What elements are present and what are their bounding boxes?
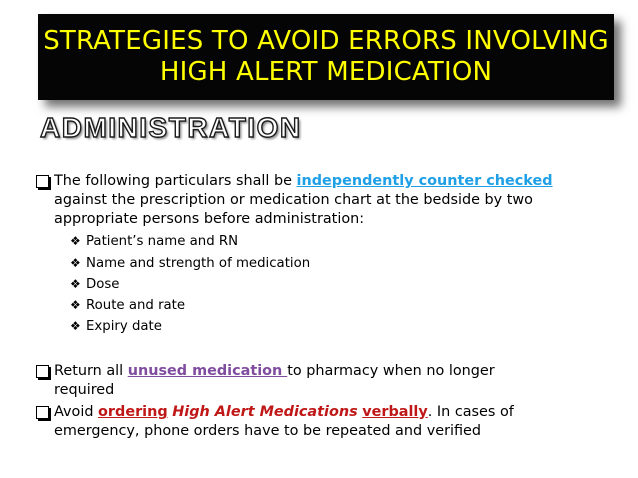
bullet-text: Return all	[54, 363, 128, 379]
bullet-line-2: emergency, phone orders have to be repeated and verified	[54, 423, 482, 439]
checklist-item-label: Patient’s name and RN	[86, 234, 239, 249]
checklist-item	[70, 231, 238, 252]
unused-medication-link[interactable]: unused medication	[127, 363, 288, 379]
checklist-item	[70, 274, 119, 295]
checklist-item	[70, 295, 185, 316]
bullet-text: . In cases of	[427, 404, 514, 420]
verbally-link[interactable]: verbally	[362, 404, 428, 420]
checklist-item-label: Route and rate	[86, 298, 186, 313]
diamond-bullet-icon: ❖	[70, 256, 81, 270]
checklist-item-label: Name and strength of medication	[86, 256, 311, 271]
diamond-bullet-icon: ❖	[70, 298, 81, 312]
checkbox-bullet-icon	[36, 365, 49, 378]
diamond-bullet-icon: ❖	[70, 277, 81, 291]
bullet-line	[54, 362, 495, 381]
checklist-item	[70, 253, 310, 274]
bullet-text: The following particulars shall be	[54, 173, 297, 189]
bullet-line	[54, 403, 514, 422]
checklist-item	[70, 316, 162, 337]
bullet-line-2: against the prescription or medication chart at the bedside by two	[54, 192, 533, 208]
diamond-bullet-icon: ❖	[70, 234, 81, 248]
independently-counter-checked-link[interactable]: independently counter checked	[296, 173, 553, 189]
checklist-item-label: Expiry date	[86, 319, 162, 334]
bullet-line	[54, 172, 553, 191]
title-line-2: HIGH ALERT MEDICATION	[159, 57, 493, 87]
title-line-1: STRATEGIES TO AVOID ERRORS INVOLVING	[43, 26, 609, 56]
checklist-item-label: Dose	[86, 277, 120, 292]
section-heading: ADMINISTRATION	[40, 112, 302, 143]
bullet-text: to pharmacy when no longer	[287, 363, 495, 379]
diamond-bullet-icon: ❖	[70, 319, 81, 333]
bullet-line-2: required	[54, 382, 115, 398]
high-alert-medications-emphasis: High Alert Medications	[172, 404, 358, 420]
ordering-link[interactable]: ordering	[98, 404, 168, 420]
bullet-line-3: appropriate persons before administration:	[54, 211, 365, 227]
checkbox-bullet-icon	[36, 175, 49, 188]
bullet-text: Avoid	[54, 404, 99, 420]
checkbox-bullet-icon	[36, 406, 49, 419]
